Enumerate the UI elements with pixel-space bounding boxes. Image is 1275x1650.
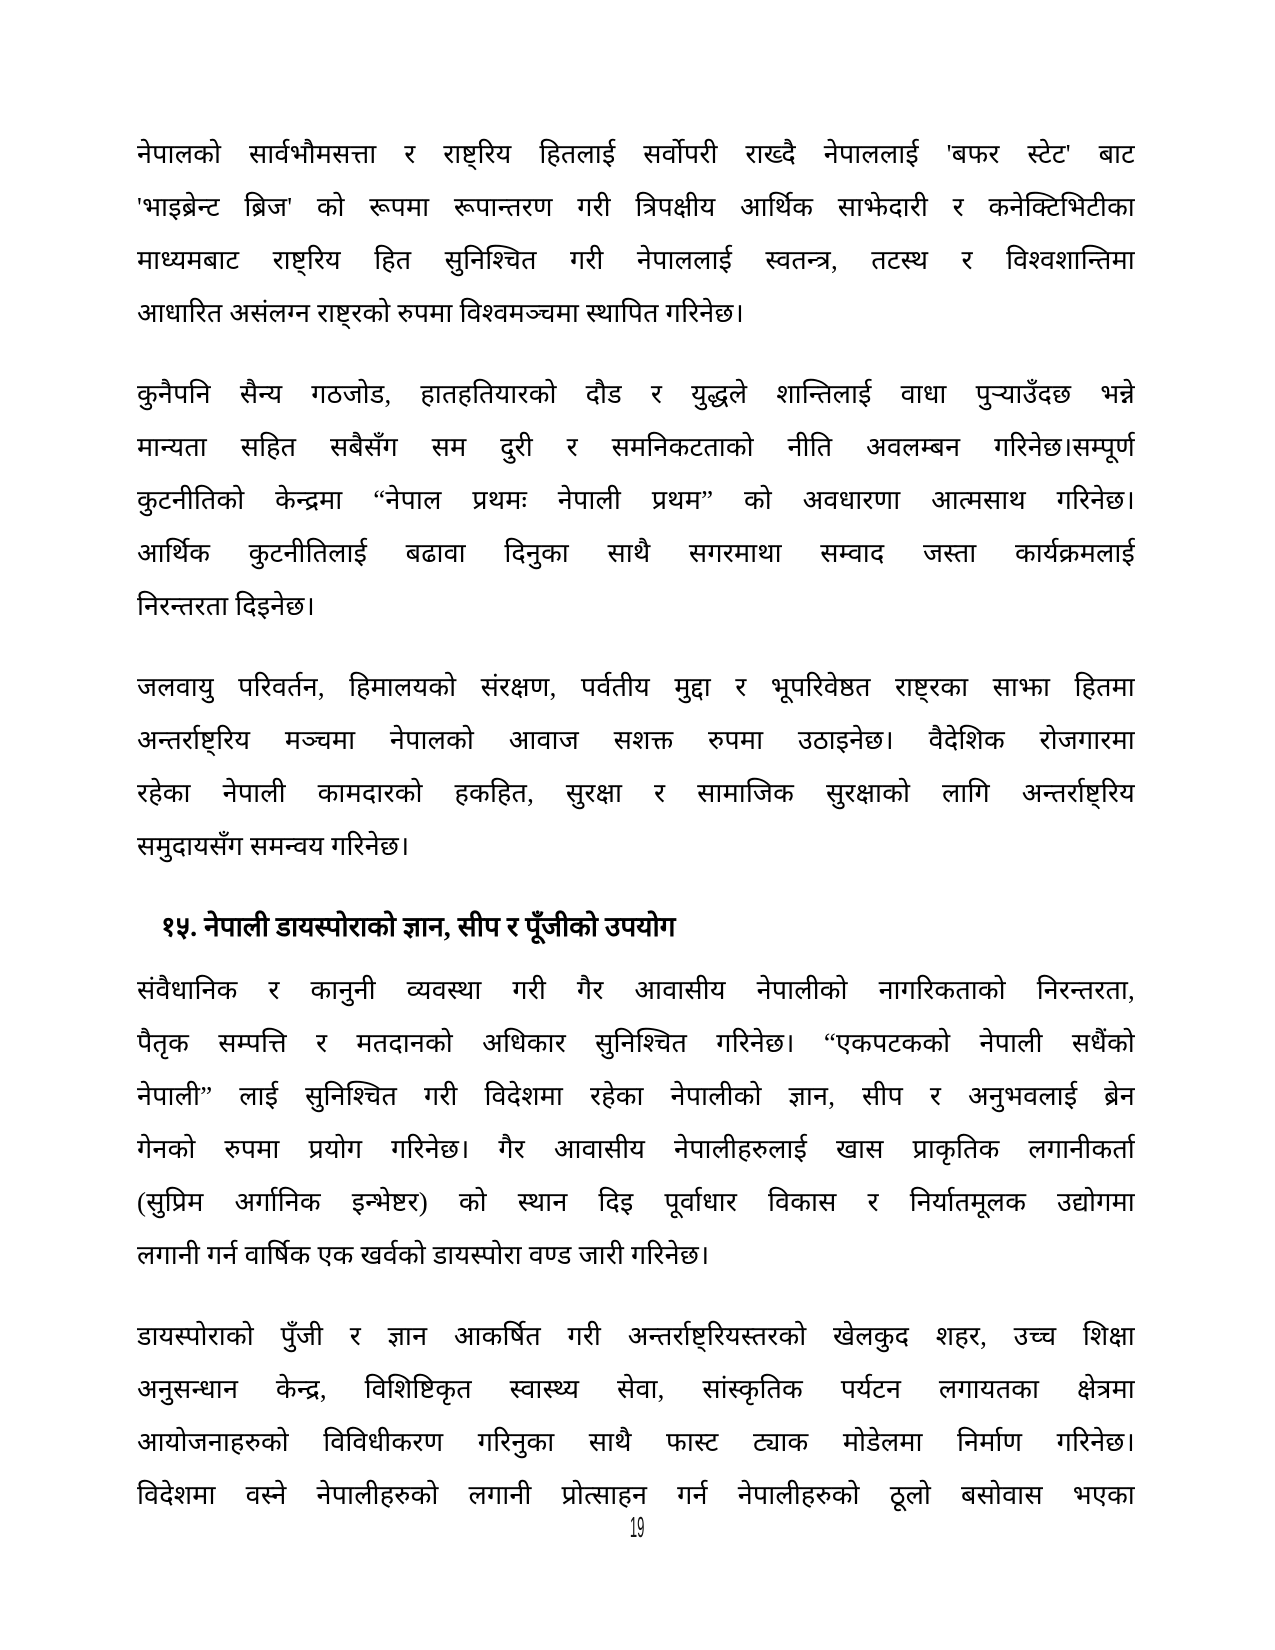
text-line: अन्तर्राष्ट्रिय मञ्चमा नेपालको आवाज सशक्त रुपमा उठाइनेछ। वैदेशिक रोजगारमा <box>137 725 1135 755</box>
text-line: माध्यमबाट राष्ट्रिय हित सुनिश्चित गरी नेपाललाई स्वतन्त्र, तटस्थ र विश्वशान्तिमा <box>137 245 1135 275</box>
text-line: नेपाली” लाई सुनिश्चित गरी विदेशमा रहेका नेपालीको ज्ञान, सीप र अनुभवलाई ब्रेन <box>137 1081 1135 1111</box>
body-paragraph <box>137 368 1135 633</box>
text-line: नेपालको सार्वभौमसत्ता र राष्ट्रिय हितलाई सर्वोपरी राख्दै नेपाललाई 'बफर स्टेट' बाट <box>137 139 1135 169</box>
text-line: डायस्पोराको पुँजी र ज्ञान आकर्षित गरी अन्तर्राष्ट्रियस्तरको खेलकुद शहर, उच्च शिक्षा <box>137 1321 1135 1351</box>
text-line: पैतृक सम्पत्ति र मतदानको अधिकार सुनिश्चित गरिनेछ। “एकपटकको नेपाली सधैंको <box>137 1028 1135 1058</box>
body-paragraph <box>137 661 1135 873</box>
text-line: जलवायु परिवर्तन, हिमालयको संरक्षण, पर्वतीय मुद्दा र भूपरिवेष्ठत राष्ट्रका साझा हितमा <box>137 672 1135 702</box>
text-line: मान्यता सहित सबैसँग सम दुरी र समनिकटताको नीति अवलम्बन गरिनेछ।सम्पूर्ण <box>137 432 1135 462</box>
text-line: (सुप्रिम अर्गानिक इन्भेष्टर) को स्थान दिइ पूर्वाधार विकास र निर्यातमूलक उद्योगमा <box>137 1187 1135 1217</box>
text-line: आधारित असंलग्न राष्ट्रको रुपमा विश्वमञ्चमा स्थापित गरिनेछ। <box>137 298 745 328</box>
text-line: 'भाइब्रेन्ट ब्रिज' को रूपमा रूपान्तरण गरी त्रिपक्षीय आर्थिक साझेदारी र कनेक्टिभिटीका <box>137 192 1135 222</box>
text-line: रहेका नेपाली कामदारको हकहित, सुरक्षा र सामाजिक सुरक्षाको लागि अन्तर्राष्ट्रिय <box>137 778 1135 808</box>
page-number: 19 <box>630 1512 645 1544</box>
text-line: समुदायसँग समन्वय गरिनेछ। <box>137 831 410 861</box>
text-line: कुनैपनि सैन्य गठजोड, हातहतियारको दौड र युद्धले शान्तिलाई वाधा पुऱ्याउँदछ भन्ने <box>137 379 1135 409</box>
text-line: संवैधानिक र कानुनी व्यवस्था गरी गैर आवासीय नेपालीको नागरिकताको निरन्तरता, <box>137 975 1135 1005</box>
section-heading: १५. नेपाली डायस्पोराको ज्ञान, सीप र पूँजीको उपयोग <box>161 912 676 943</box>
text-line: विदेशमा वस्ने नेपालीहरुको लगानी प्रोत्साहन गर्न नेपालीहरुको ठूलो बसोवास भएका <box>137 1480 1135 1510</box>
text-line: आर्थिक कुटनीतिलाई बढावा दिनुका साथै सगरमाथा सम्वाद जस्ता कार्यक्रमलाई <box>137 538 1135 568</box>
body-paragraph <box>137 1310 1135 1522</box>
body-paragraph <box>137 964 1135 1282</box>
text-line: गेनको रुपमा प्रयोग गरिनेछ। गैर आवासीय नेपालीहरुलाई खास प्राकृतिक लगानीकर्ता <box>137 1134 1135 1164</box>
text-line: अनुसन्धान केन्द्र, विशिष्टिकृत स्वास्थ्य सेवा, सांस्कृतिक पर्यटन लगायतका क्षेत्रमा <box>137 1374 1135 1404</box>
text-line: आयोजनाहरुको विविधीकरण गरिनुका साथै फास्ट ट्याक मोडेलमा निर्माण गरिनेछ। <box>137 1427 1135 1457</box>
text-line: कुटनीतिको केन्द्रमा “नेपाल प्रथमः नेपाली प्रथम” को अवधारणा आत्मसाथ गरिनेछ। <box>137 485 1135 515</box>
body-paragraph <box>137 128 1135 340</box>
text-line: लगानी गर्न वार्षिक एक खर्वको डायस्पोरा वण्ड जारी गरिनेछ। <box>137 1240 710 1270</box>
text-line: निरन्तरता दिइनेछ। <box>137 591 316 621</box>
